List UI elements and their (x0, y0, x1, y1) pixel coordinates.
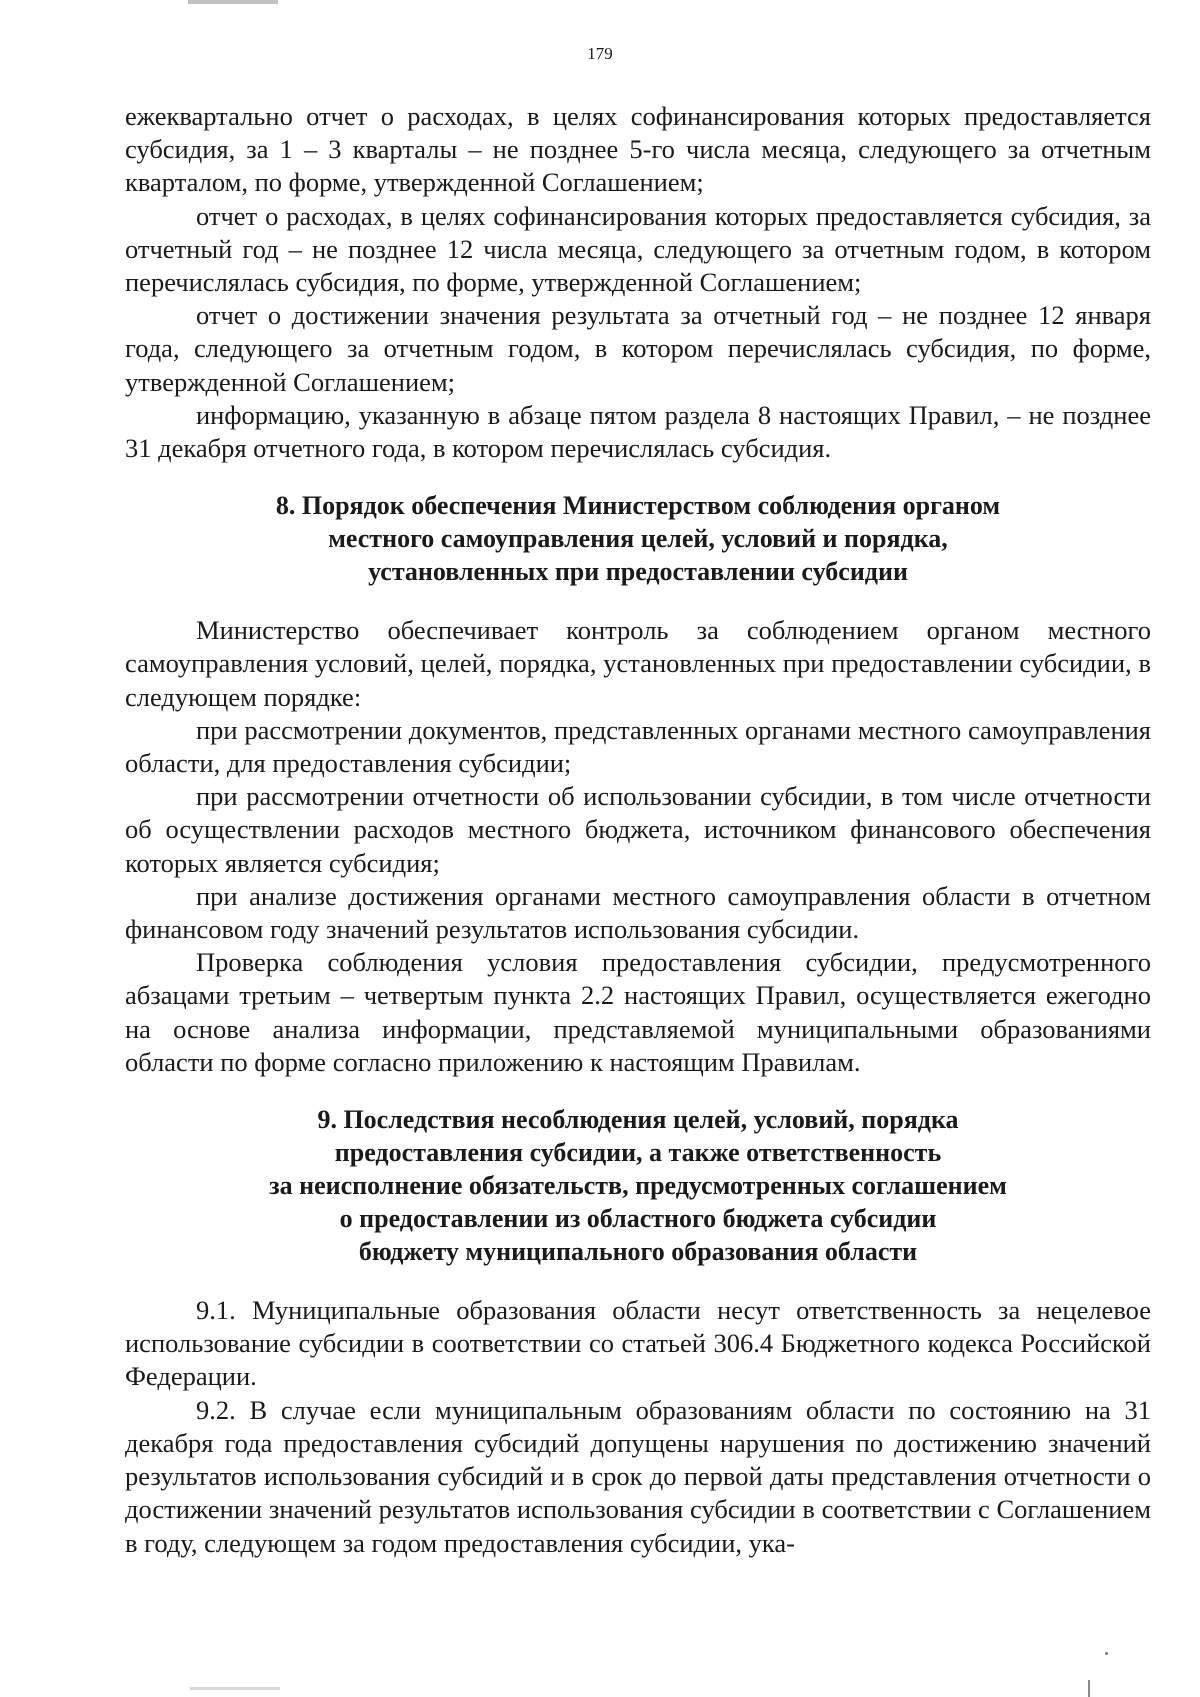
scan-artifact-bottom (190, 1687, 280, 1690)
section-9-heading-line-1: 9. Последствия несоблюдения целей, условий, порядка (317, 1105, 959, 1135)
scan-artifact-top (188, 0, 278, 4)
section-9-paragraph-1: 9.1. Муниципальные образования области несут ответственность за нецелевое использование субсидии в соответствии со статьей 306.4 Бюджетного кодекса Российской Федерации. (125, 1295, 1151, 1392)
paragraph-top-1: ежеквартально отчет о расходах, в целях софинансирования которых предоставляется субсидия, за 1 – 3 кварталы – не позднее 5-го числа месяца, следующего за отчетным кварталом, по форме, утвержденной Соглашением; (125, 101, 1151, 198)
section-8-heading-line-1: 8. Порядок обеспечения Министерством соблюдения органом (275, 491, 1001, 521)
section-9-heading-line-5: бюджету муниципального образования области (358, 1237, 918, 1267)
section-8-paragraph-3: при рассмотрении отчетности об использовании субсидии, в том числе отчетности об осуществлении расходов местного бюджета, источником финансового обеспечения которых является субсидия; (125, 781, 1151, 878)
section-9-heading-line-4: о предоставлении из областного бюджета субсидии (339, 1204, 937, 1234)
section-9-paragraph-2: 9.2. В случае если муниципальным образованиям области по состоянию на 31 декабря года предоставления субсидий допущены нарушения по достижению значений результатов использования субсидий и в срок до первой даты представления отчетности о достижении значений результатов использования субсидии в соответствии с Соглашением в году, следующем за годом предоставления субсидии, ука- (125, 1394, 1151, 1558)
section-9-heading (125, 1103, 1151, 1268)
section-8-heading (125, 489, 1151, 588)
section-8-paragraph-5: Проверка соблюдения условия предоставления субсидии, предусмотренного абзацами третьим – четвертым пункта 2.2 настоящих Правил, осуществляется ежегодно на основе анализа информации, представляемой муниципальными образованиями области по форме согласно приложению к настоящим Правилам. (125, 947, 1151, 1077)
section-8-paragraph-2: при рассмотрении документов, представленных органами местного самоуправления области, для предоставления субсидии; (125, 714, 1151, 779)
section-8-paragraph-1: Министерство обеспечивает контроль за соблюдением органом местного самоуправления условий, целей, порядка, установленных при предоставлении субсидии, в следующем порядке: (125, 615, 1151, 712)
section-8-heading-line-2: местного самоуправления целей, условий и порядка, (328, 524, 948, 554)
paragraph-top-2: отчет о расходах, в целях софинансирования которых предоставляется субсидия, за отчетный год – не позднее 12 числа месяца, следующего за отчетным годом, в котором перечислялась субсидия, по форме, утвержденной Соглашением; (125, 200, 1151, 298)
document-body (125, 100, 1151, 1560)
scan-artifact-dot (1105, 1652, 1108, 1655)
paragraph-top-4: информацию, указанную в абзаце пятом раздела 8 настоящих Правил, – не позднее 31 декабря отчетного года, в котором перечислялась субсидия. (125, 399, 1151, 464)
section-8-heading-line-3: установленных при предоставлении субсидии (368, 557, 908, 587)
section-9-heading-line-2: предоставления субсидии, а также ответственность (334, 1138, 942, 1168)
page-number: 179 (587, 44, 613, 63)
section-9-heading-line-3: за неисполнение обязательств, предусмотренных соглашением (269, 1171, 1007, 1201)
section-8-paragraph-4: при анализе достижения органами местного самоуправления области в отчетном финансовом году значений результатов использования субсидии. (125, 880, 1151, 945)
scan-artifact-tick (1088, 1680, 1090, 1697)
paragraph-top-3: отчет о достижении значения результата за отчетный год – не позднее 12 января года, следующего за отчетным годом, в котором перечислялась субсидия, по форме, утвержденной Соглашением; (125, 300, 1151, 397)
